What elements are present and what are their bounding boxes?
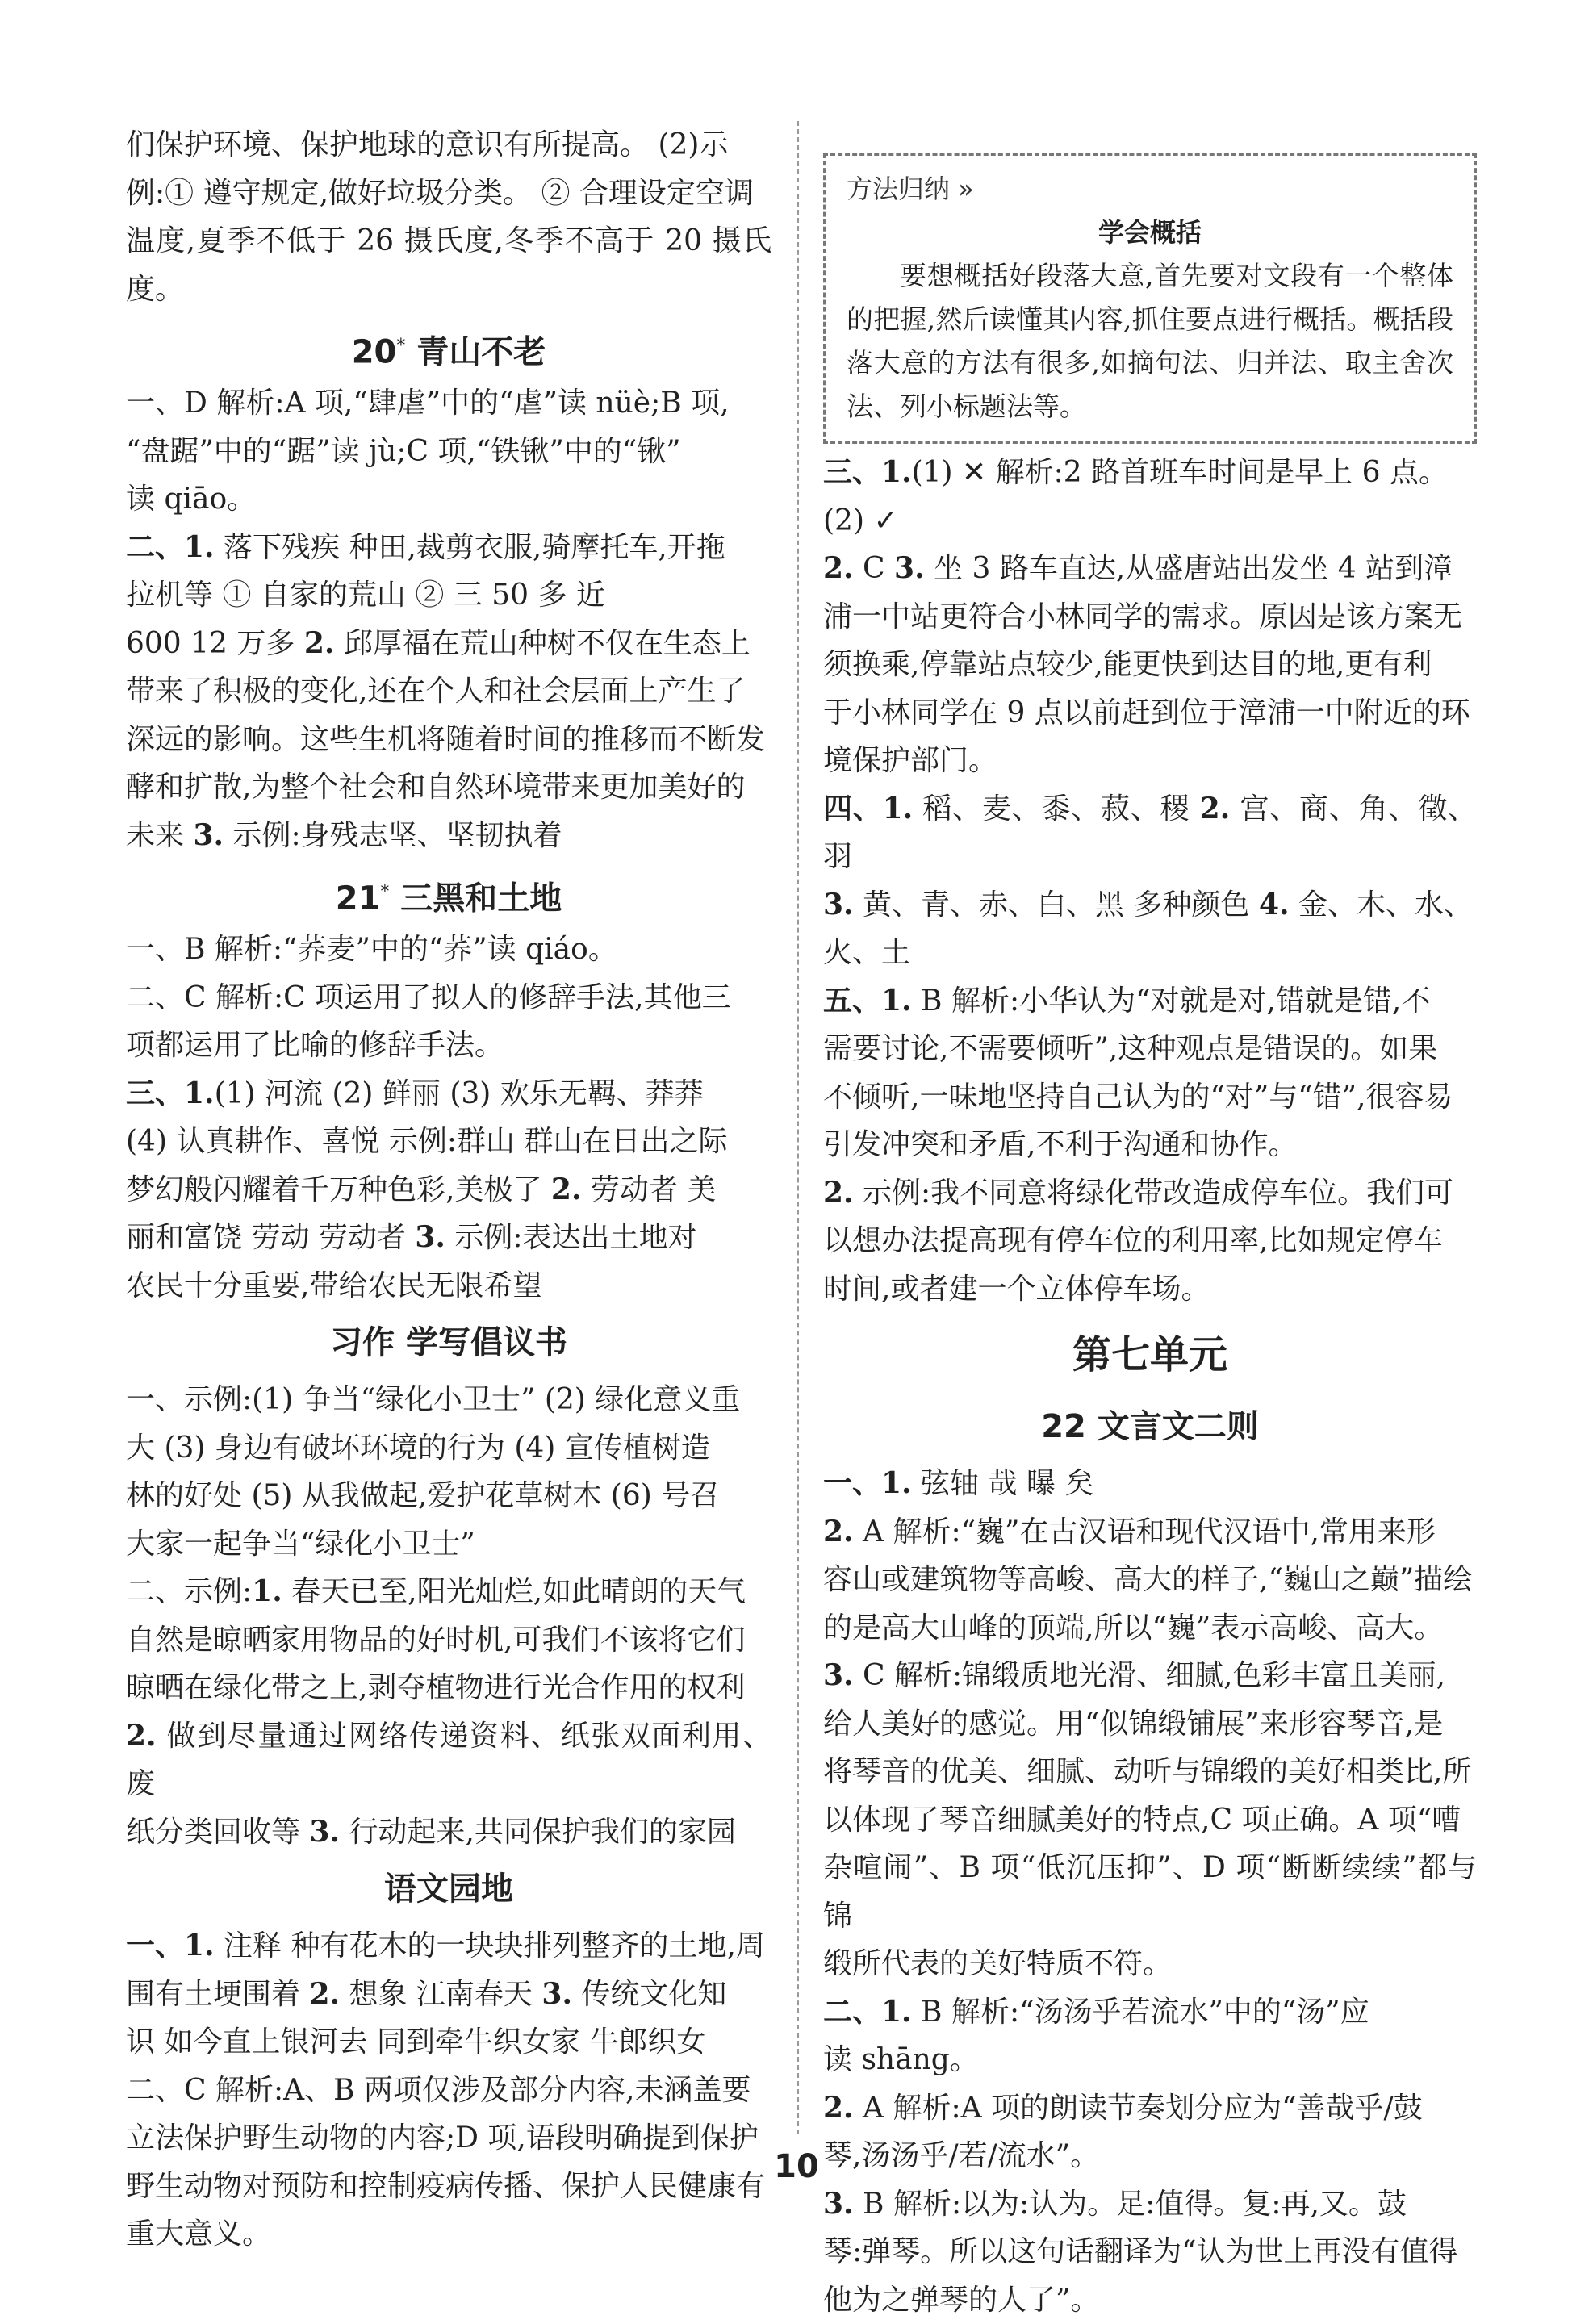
text-span: 深远的影响。这些生机将随着时间的推移而不断发: [126, 723, 765, 756]
item-number: 3.: [309, 1815, 340, 1849]
text-span: 带来了积极的变化,还在个人和社会层面上产生了: [126, 675, 745, 708]
unit-heading: [823, 1316, 1477, 1394]
text-span: 温度,夏季不低于 26 摄氏度,冬季不高于 20 摄氏度。: [126, 224, 771, 306]
answer-line: [823, 1460, 1477, 1508]
analysis-label: 解析: [996, 456, 1054, 489]
answer-line: [823, 1988, 1477, 2037]
right-column: [823, 153, 1477, 2324]
answer-line: [823, 1508, 1477, 1557]
text-span: B: [854, 2188, 893, 2221]
analysis-label: 解析: [894, 1659, 952, 1692]
text-line: [823, 881, 1477, 930]
text-span: 容山或建筑物等高峻、高大的样子,“巍山之巅”描绘: [823, 1563, 1472, 1596]
text-line: [823, 1700, 1477, 1749]
text-line: [823, 545, 1477, 593]
text-span: 缎所代表的美好特质不符。: [823, 1947, 1172, 1980]
text-line: [126, 1808, 771, 1857]
item-number: 2.: [823, 2091, 854, 2125]
text-span: 想象 江南春天: [340, 1978, 541, 2011]
text-span: 示例:身残志坚、坚韧执着: [224, 819, 562, 852]
lesson-star: *: [396, 336, 405, 356]
answer-line: [126, 1070, 771, 1118]
text-span: 一、示例:(1) 争当“绿化小卫士” (2) 绿化意义重: [126, 1383, 740, 1416]
text-line: [823, 1217, 1477, 1265]
answer-line: [126, 926, 771, 974]
text-span: 春天已至,阳光灿烂,如此晴朗的天气: [282, 1575, 746, 1608]
text-line: [126, 169, 771, 218]
text-line: [126, 571, 771, 620]
text-span: 琴:弹琴。所以这句话翻译为“认为世上再没有值得: [823, 2235, 1458, 2268]
lesson-number: 21: [336, 880, 381, 917]
text-span: 不倾听,一味地坚持自己认为的“对”与“错”,很容易: [823, 1080, 1453, 1114]
answer-label: 一、D: [126, 387, 207, 420]
text-line: [823, 593, 1477, 642]
item-number: 3.: [415, 1220, 445, 1254]
column-divider: [797, 121, 799, 2134]
analysis-label: 解析: [215, 981, 274, 1014]
section-heading-writing: [126, 1313, 771, 1373]
text-line: [126, 812, 771, 860]
box-body: 要想概括好段落大意,首先要对文段有一个整体的把握,然后读懂其内容,抓住要点进行概括。概括段落大意的方法有很多,如摘句法、归并法、取主舍次法、列小标题法等。: [847, 254, 1453, 428]
text-span: :以为:认为。足:值得。复:再,又。鼓: [951, 2188, 1407, 2221]
answer-label: 二、示例:: [126, 1575, 252, 1608]
text-span: 酵和扩散,为整个社会和自然环境带来更加美好的: [126, 771, 745, 804]
text-span: :小华认为“对就是对,错就是错,不: [1010, 984, 1430, 1018]
answer-line: [126, 974, 771, 1022]
text-line: [126, 716, 771, 764]
text-span: 时间,或者建一个立体停车场。: [823, 1273, 1210, 1306]
box-title-text: 方法归纳: [847, 173, 950, 204]
text-line: [823, 641, 1477, 689]
answer-label: 一、1.: [126, 1929, 215, 1962]
text-span: 大 (3) 身边有破坏环境的行为 (4) 宣传植树造: [126, 1432, 710, 1465]
item-number: 2.: [309, 1977, 340, 2011]
answer-line: [823, 2084, 1477, 2133]
text-span: “盘踞”中的“踞”读 jù;C 项,“铁锹”中的“锹”: [126, 435, 681, 468]
text-span: A: [854, 1515, 893, 1549]
analysis-label: 解析: [893, 2188, 951, 2221]
text-line: [126, 667, 771, 716]
text-line: [126, 1118, 771, 1166]
text-line: [823, 929, 1477, 977]
text-span: 晾晒在绿化带之上,剥夺植物进行光合作用的权利: [126, 1671, 745, 1704]
lesson-title: 文言文二则: [1098, 1408, 1259, 1445]
text-span: 以想办法提高现有停车位的利用率,比如规定停车: [823, 1224, 1442, 1257]
box-subtitle: 学会概括: [847, 211, 1453, 254]
lesson-number: 22: [1041, 1408, 1086, 1445]
text-line: [823, 1073, 1477, 1122]
text-span: 将琴音的优美、细腻、动听与锦缎的美好相类比,所: [823, 1755, 1471, 1788]
method-summary-box: [823, 153, 1477, 444]
text-span: (1) 河流 (2) 鲜丽 (3) 欢乐无羁、莽莽: [215, 1077, 704, 1110]
lesson-title: 三黑和土地: [400, 880, 562, 917]
answer-line: [823, 977, 1477, 1026]
text-span: :C 项运用了拟人的修辞手法,其他三: [274, 981, 731, 1014]
text-span: :“巍”在古汉语和现代汉语中,常用来形: [951, 1515, 1436, 1549]
text-span: 示例:我不同意将绿化带改造成停车位。我们可: [854, 1177, 1454, 1210]
text-span: 纸分类回收等: [126, 1816, 309, 1849]
answer-label: 三、1.: [823, 455, 912, 489]
item-number: 1.: [252, 1574, 282, 1608]
unit-title: 第七单元: [1072, 1332, 1227, 1377]
text-span: 给人美好的感觉。用“似锦缎铺展”来形容琴音,是: [823, 1707, 1443, 1741]
item-number: 2.: [126, 1719, 157, 1753]
text-line: [126, 1616, 771, 1665]
item-number: 2.: [823, 551, 854, 585]
text-span: B: [912, 1996, 951, 2029]
text-span: 例:① 遵守规定,做好垃圾分类。 ② 合理设定空调: [126, 177, 754, 210]
text-line: [126, 1664, 771, 1712]
text-line: [126, 121, 771, 169]
text-span: :“汤汤乎若流水”中的“汤”应: [1010, 1996, 1369, 2029]
text-span: 黄、青、赤、白、黑 多种颜色: [854, 888, 1259, 922]
answer-line: [126, 1922, 771, 1971]
item-number: 2.: [304, 626, 335, 660]
answer-label: 二、1.: [126, 530, 215, 564]
answer-label: 一、B: [126, 933, 205, 966]
text-span: 的是高大山峰的顶端,所以“巍”表示高峻、高大。: [823, 1611, 1443, 1645]
box-title: [847, 167, 1453, 211]
text-span: :锦缎质地光滑、细腻,色彩丰富且美丽,: [952, 1659, 1445, 1692]
text-span: 大家一起争当“绿化小卫士”: [126, 1528, 475, 1561]
text-span: 须换乘,停靠站点较少,能更快到达目的地,更有利: [823, 648, 1432, 681]
text-line: [126, 475, 771, 524]
text-span: :A 项的朗读节奏划分应为“善哉乎/鼓: [951, 2092, 1423, 2125]
item-number: 2.: [823, 1515, 854, 1549]
text-line: [823, 737, 1477, 785]
text-line: [823, 2228, 1477, 2276]
text-span: 600 12 万多: [126, 627, 304, 660]
text-span: 野生动物对预防和控制疫病传播、保护人民健康有: [126, 2170, 765, 2203]
text-span: 未来: [126, 819, 193, 852]
text-line: [126, 1376, 771, 1424]
text-line: [126, 2210, 771, 2259]
section-heading-lesson-22: [823, 1397, 1477, 1457]
section-title: 语文园地: [384, 1870, 513, 1908]
text-line: [126, 1712, 771, 1808]
item-number: 3.: [823, 2187, 854, 2221]
answer-label: 二、C: [126, 2074, 207, 2107]
analysis-label: 解析: [215, 2074, 274, 2107]
text-span: 邱厚福在荒山种树不仅在生态上: [334, 627, 750, 660]
text-line: [823, 497, 1477, 545]
item-number: 2.: [551, 1172, 582, 1206]
text-span: 农民十分重要,带给农民无限希望: [126, 1269, 541, 1302]
text-line: [126, 1971, 771, 2019]
text-line: [823, 1604, 1477, 1653]
text-span: 他为之弹琴的人了”。: [823, 2284, 1099, 2317]
answer-line: [823, 1652, 1477, 1700]
answer-label: 一、1.: [823, 1466, 912, 1500]
text-span: 丽和富饶 劳动 劳动者: [126, 1221, 415, 1254]
text-span: 传统文化知: [572, 1978, 726, 2011]
section-heading-lesson-20: [126, 316, 771, 376]
text-span: C: [854, 552, 894, 585]
text-span: 坐 3 路车直达,从盛唐站出发坐 4 站到漳: [925, 552, 1453, 585]
answer-label: 二、1.: [823, 1995, 912, 2029]
text-span: 于小林同学在 9 点以前赶到位于漳浦一中附近的环: [823, 696, 1470, 729]
text-span: 行动起来,共同保护我们的家园: [340, 1816, 736, 1849]
text-line: [823, 1796, 1477, 1845]
text-span: 们保护环境、保护地球的意识有所提高。 (2)示: [126, 128, 728, 161]
text-line: [126, 620, 771, 668]
text-span: 劳动者 美: [581, 1173, 716, 1206]
text-span: 以体现了琴音细腻美好的特点,C 项正确。A 项“嘈: [823, 1804, 1461, 1837]
text-span: 境保护部门。: [823, 744, 997, 777]
text-span: 做到尽量通过网络传递资料、纸张双面利用、废: [126, 1720, 771, 1801]
text-span: 弦轴 哉 曝 矣: [912, 1467, 1094, 1500]
analysis-label: 解析: [893, 2092, 951, 2125]
answer-line: [823, 785, 1477, 881]
text-span: 注释 种有花木的一块块排列整齐的土地,周: [215, 1929, 765, 1962]
double-chevron-icon: »: [958, 173, 974, 204]
text-span: 林的好处 (5) 从我做起,爱护花草树木 (6) 号召: [126, 1479, 719, 1512]
text-span: :2 路首班车时间是早上 6 点。: [1054, 456, 1448, 489]
item-number: 4.: [1259, 888, 1290, 922]
lesson-title: 青山不老: [416, 333, 546, 370]
section-heading-garden: [126, 1859, 771, 1919]
text-line: [823, 2276, 1477, 2324]
text-span: 读 shāng。: [823, 2043, 979, 2076]
item-number: 3.: [541, 1977, 572, 2011]
text-span: 拉机等 ① 自家的荒山 ② 三 50 多 近: [126, 579, 605, 612]
text-line: [126, 428, 771, 476]
text-line: [823, 1556, 1477, 1604]
text-line: [823, 1844, 1477, 1940]
text-span: 落下残疾 种田,裁剪衣服,骑摩托车,开拖: [215, 531, 725, 564]
answer-label: 二、C: [126, 981, 207, 1014]
analysis-label: 解析: [216, 387, 274, 420]
text-span: A: [854, 2092, 893, 2125]
text-line: [126, 763, 771, 812]
text-span: 示例:表达出土地对: [445, 1221, 697, 1254]
item-number: 3.: [894, 551, 925, 585]
text-span: 金、木、水、: [1290, 888, 1473, 922]
text-line: [823, 689, 1477, 738]
analysis-label: 解析: [951, 1996, 1010, 2029]
text-span: 琴,汤汤乎/若/流水”。: [823, 2139, 1099, 2172]
text-line: [823, 1265, 1477, 1314]
answer-label: 四、1.: [823, 792, 913, 826]
text-span: 读 qiāo。: [126, 483, 256, 516]
lesson-number: 20: [352, 333, 397, 370]
text-span: B: [912, 984, 951, 1018]
page-number: 10: [0, 2148, 1593, 2185]
answer-line: [126, 2067, 771, 2115]
text-span: 稻、麦、黍、菽、稷: [913, 792, 1200, 826]
text-line: [126, 1262, 771, 1310]
text-span: C: [854, 1659, 894, 1692]
text-span: 浦一中站更符合小林同学的需求。原因是该方案无: [823, 600, 1462, 633]
text-span: 梦幻般闪耀着千万种色彩,美极了: [126, 1173, 551, 1206]
text-span: :A 项,“肆虐”中的“虐”读 nüè;B 项,: [274, 387, 729, 420]
text-span: 重大意义。: [126, 2217, 271, 2251]
analysis-label: 解析: [215, 933, 273, 966]
answer-line: [126, 1568, 771, 1616]
answer-line: [126, 379, 771, 428]
text-line: [823, 1025, 1477, 1073]
text-span: 自然是晾晒家用物品的好时机,可我们不该将它们: [126, 1624, 745, 1657]
section-heading-lesson-21: [126, 863, 771, 922]
text-line: [823, 1940, 1477, 1988]
item-number: 3.: [823, 888, 854, 922]
text-line: [823, 1748, 1477, 1796]
text-span: 需要讨论,不需要倾听”,这种观点是错误的。如果: [823, 1032, 1437, 1065]
text-span: 火、土: [823, 936, 910, 969]
text-span: 立法保护野生动物的内容;D 项,语段明确提到保护: [126, 2121, 759, 2155]
text-line: [126, 1520, 771, 1569]
answer-label: 三、1.: [126, 1076, 215, 1110]
answer-label: 五、1.: [823, 984, 912, 1018]
text-line: [126, 1166, 771, 1214]
text-line: [126, 217, 771, 313]
item-number: 2.: [823, 1176, 854, 1210]
text-span: 项都运用了比喻的修辞手法。: [126, 1029, 504, 1062]
item-number: 2.: [1200, 792, 1231, 826]
text-span: :“荞麦”中的“荞”读 qiáo。: [273, 933, 617, 966]
text-line: [126, 1472, 771, 1520]
answer-line: [823, 2180, 1477, 2229]
analysis-label: 解析: [893, 1515, 951, 1549]
text-span: (4) 认真耕作、喜悦 示例:群山 群山在日出之际: [126, 1125, 727, 1158]
text-line: [823, 2036, 1477, 2084]
text-line: [126, 2018, 771, 2067]
text-line: [126, 1214, 771, 1262]
left-column: [126, 121, 771, 2259]
section-title: 习作 学写倡议书: [330, 1324, 567, 1361]
answer-line: [126, 524, 771, 572]
text-span: 围有土埂围着: [126, 1978, 309, 2011]
text-line: [126, 1424, 771, 1473]
cross-mark: (1) ✕: [912, 456, 987, 489]
text-span: 引发冲突和矛盾,不利于沟通和协作。: [823, 1128, 1297, 1161]
text-span: 宫、商、角、徵、羽: [823, 792, 1477, 874]
text-line: [126, 1022, 771, 1070]
item-number: 3.: [823, 1658, 854, 1692]
text-span: :A、B 两项仅涉及部分内容,未涵盖要: [274, 2074, 751, 2107]
check-mark: (2) ✓: [823, 504, 898, 537]
item-number: 3.: [193, 818, 224, 852]
text-line: [823, 1121, 1477, 1169]
text-span: 杂喧闹”、B 项“低沉压抑”、D 项“断断续续”都与锦: [823, 1851, 1477, 1933]
lesson-star: *: [380, 882, 389, 902]
text-line: [823, 1169, 1477, 1218]
text-span: 识 如今直上银河去 同到牵牛织女家 牛郎织女: [126, 2025, 705, 2059]
answer-line: [823, 449, 1477, 497]
analysis-label: 解析: [951, 984, 1010, 1018]
